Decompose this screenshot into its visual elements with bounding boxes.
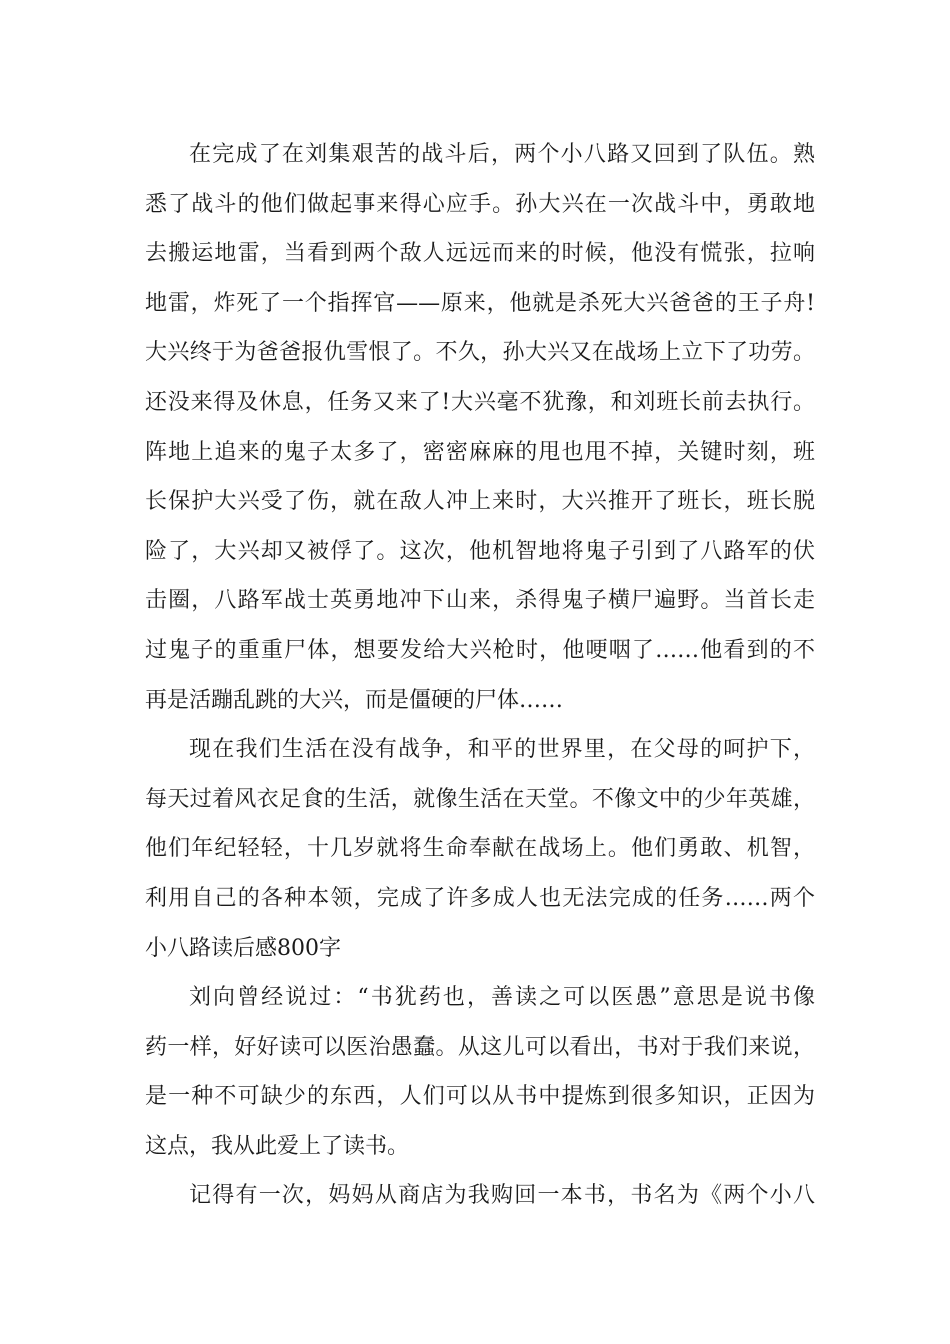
text-line: 去搬运地雷，当看到两个敌人远远而来的时候，他没有慌张，拉响 — [145, 241, 815, 267]
text-line: 在完成了在刘集艰苦的战斗后，两个小八路又回到了队伍。熟 — [189, 142, 815, 167]
text-line: 再是活蹦乱跳的大兴，而是僵硬的尸体…… — [145, 687, 564, 713]
text-line: 悉了战斗的他们做起事来得心应手。孙大兴在一次战斗中，勇敢地 — [145, 191, 815, 217]
paragraph-4 — [145, 1171, 815, 1221]
text-line: 险了，大兴却又被俘了。这次，他机智地将鬼子引到了八路军的伏 — [145, 538, 815, 564]
text-line: 过鬼子的重重尸体，想要发给大兴枪时，他哽咽了……他看到的不 — [145, 637, 815, 663]
text-line: 药一样，好好读可以医治愚蠢。从这儿可以看出，书对于我们来说， — [145, 1034, 815, 1060]
text-line: 是一种不可缺少的东西，人们可以从书中提炼到很多知识，正因为 — [145, 1084, 815, 1110]
text-line: 地雷，炸死了一个指挥官——原来，他就是杀死大兴爸爸的王子舟! — [145, 290, 815, 316]
text-line: 长保护大兴受了伤，就在敌人冲上来时，大兴推开了班长，班长脱 — [145, 489, 815, 515]
text-line: 击圈，八路军战士英勇地冲下山来，杀得鬼子横尸遍野。当首长走 — [145, 588, 815, 614]
paragraph-2 — [145, 725, 815, 973]
text-line: 大兴终于为爸爸报仇雪恨了。不久，孙大兴又在战场上立下了功劳。 — [145, 340, 815, 366]
text-line: 阵地上追来的鬼子太多了，密密麻麻的甩也甩不掉，关键时刻，班 — [145, 439, 815, 465]
body-text — [145, 130, 815, 1221]
text-line: 记得有一次，妈妈从商店为我购回一本书，书名为《两个小八 — [189, 1183, 815, 1209]
text-line: 这点，我从此爱上了读书。 — [145, 1133, 410, 1159]
text-line: 每天过着风衣足食的生活，就像生活在天堂。不像文中的少年英雄， — [145, 786, 815, 812]
paragraph-1 — [145, 130, 815, 725]
text-line: 现在我们生活在没有战争，和平的世界里，在父母的呵护下， — [189, 737, 815, 763]
text-line: 小八路读后感800字 — [145, 935, 341, 961]
text-line: 刘向曾经说过：“书犹药也，善读之可以医愚”意思是说书像 — [189, 985, 815, 1011]
paragraph-3 — [145, 973, 815, 1171]
text-line: 他们年纪轻轻，十几岁就将生命奉献在战场上。他们勇敢、机智， — [145, 836, 815, 862]
text-line: 利用自己的各种本领，完成了许多成人也无法完成的任务……两个 — [145, 885, 815, 911]
text-line: 还没来得及休息，任务又来了!大兴毫不犹豫，和刘班长前去执行。 — [145, 389, 815, 415]
